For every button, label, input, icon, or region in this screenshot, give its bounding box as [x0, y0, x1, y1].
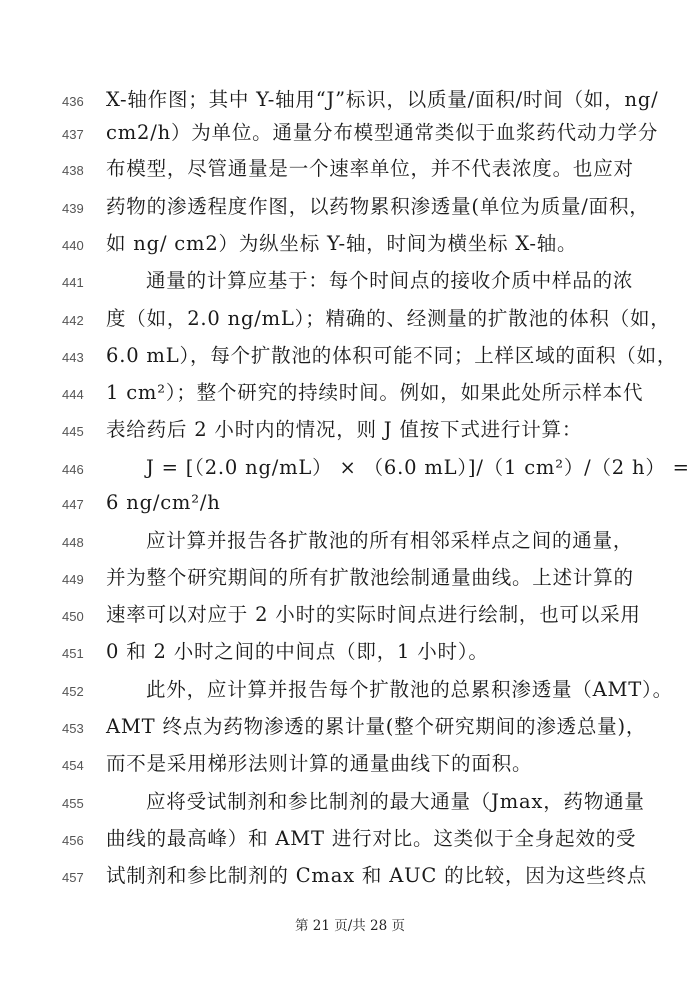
line-number: 440	[62, 238, 84, 253]
line-number: 451	[62, 646, 84, 661]
line-text: 表给药后 2 小时内的情况，则 J 值按下式进行计算：	[106, 418, 583, 441]
text-line	[0, 414, 700, 446]
line-number: 445	[62, 424, 84, 439]
line-text: 试制剂和参比制剂的 Cmax 和 AUC 的比较，因为这些终点	[106, 864, 648, 887]
line-number: 438	[62, 163, 84, 178]
line-number: 439	[62, 201, 84, 216]
line-text: 应将受试制剂和参比制剂的最大通量（Jmax，药物通量	[146, 790, 645, 813]
line-text: AMT 终点为药物渗透的累计量(整个研究期间的渗透总量)，	[106, 715, 647, 738]
text-line	[0, 303, 700, 335]
text-line	[0, 191, 700, 223]
text-line	[0, 823, 700, 855]
line-number: 449	[62, 572, 84, 587]
line-number: 443	[62, 350, 84, 365]
line-text: 0 和 2 小时之间的中间点（即，1 小时）。	[106, 640, 489, 663]
text-line	[0, 674, 700, 706]
line-number: 456	[62, 833, 84, 848]
line-number: 448	[62, 535, 84, 550]
text-line	[0, 265, 700, 297]
line-number: 444	[62, 387, 84, 402]
text-line	[0, 452, 700, 484]
text-line	[0, 377, 700, 409]
line-number: 442	[62, 313, 84, 328]
line-number: 454	[62, 758, 84, 773]
line-text: 此外，应计算并报告每个扩散池的总累积渗透量（AMT）。	[146, 678, 673, 701]
text-line	[0, 711, 700, 743]
line-text: J = [（2.0 ng/mL） × （6.0 mL）]/（1 cm²）/（2 h） =	[146, 456, 690, 479]
line-number: 457	[62, 870, 84, 885]
line-number: 446	[62, 462, 84, 477]
line-text: 曲线的最高峰）和 AMT 进行对比。这类似于全身起效的受	[106, 827, 637, 850]
line-number: 455	[62, 796, 84, 811]
page-footer: 第 21 页/共 28 页	[294, 918, 406, 934]
line-text: 如 ng/ cm2）为纵坐标 Y-轴，时间为横坐标 X-轴。	[106, 232, 578, 255]
line-number: 447	[62, 497, 84, 512]
line-text: 6 ng/cm²/h	[106, 491, 221, 514]
line-text: 速率可以对应于 2 小时的实际时间点进行绘制，也可以采用	[106, 603, 641, 626]
line-text: 并为整个研究期间的所有扩散池绘制通量曲线。上述计算的	[106, 566, 634, 589]
line-number: 436	[62, 94, 84, 109]
line-number: 441	[62, 275, 84, 290]
text-line	[0, 340, 700, 372]
line-number: 452	[62, 684, 84, 699]
text-line	[0, 786, 700, 818]
line-text: 度（如，2.0 ng/mL）；精确的、经测量的扩散池的体积（如，	[106, 307, 671, 330]
text-line	[0, 525, 700, 557]
line-text: 应计算并报告各扩散池的所有相邻采样点之间的通量，	[146, 529, 634, 552]
line-number: 453	[62, 721, 84, 736]
text-line	[0, 562, 700, 594]
line-number: 437	[62, 127, 84, 142]
text-line	[0, 487, 700, 519]
line-text: 布模型，尽管通量是一个速率单位，并不代表浓度。也应对	[106, 157, 634, 180]
text-line	[0, 599, 700, 631]
text-line	[0, 117, 700, 149]
line-text: cm2/h）为单位。通量分布模型通常类似于血浆药代动力学分	[106, 121, 659, 144]
line-text: 1 cm²）；整个研究的持续时间。例如，如果此处所示样本代	[106, 381, 644, 404]
text-line	[0, 228, 700, 260]
text-line	[0, 84, 700, 116]
text-line	[0, 860, 700, 892]
line-text: X-轴作图；其中 Y-轴用“J”标识，以质量/面积/时间（如，ng/	[106, 88, 659, 111]
line-text: 6.0 mL），每个扩散池的体积可能不同；上样区域的面积（如，	[106, 344, 678, 367]
line-text: 药物的渗透程度作图，以药物累积渗透量(单位为质量/面积，	[106, 195, 650, 218]
text-line	[0, 153, 700, 185]
line-text: 通量的计算应基于：每个时间点的接收介质中样品的浓	[146, 269, 634, 292]
text-line	[0, 636, 700, 668]
text-line	[0, 748, 700, 780]
line-text: 而不是采用梯形法则计算的通量曲线下的面积。	[106, 752, 533, 775]
line-number: 450	[62, 609, 84, 624]
